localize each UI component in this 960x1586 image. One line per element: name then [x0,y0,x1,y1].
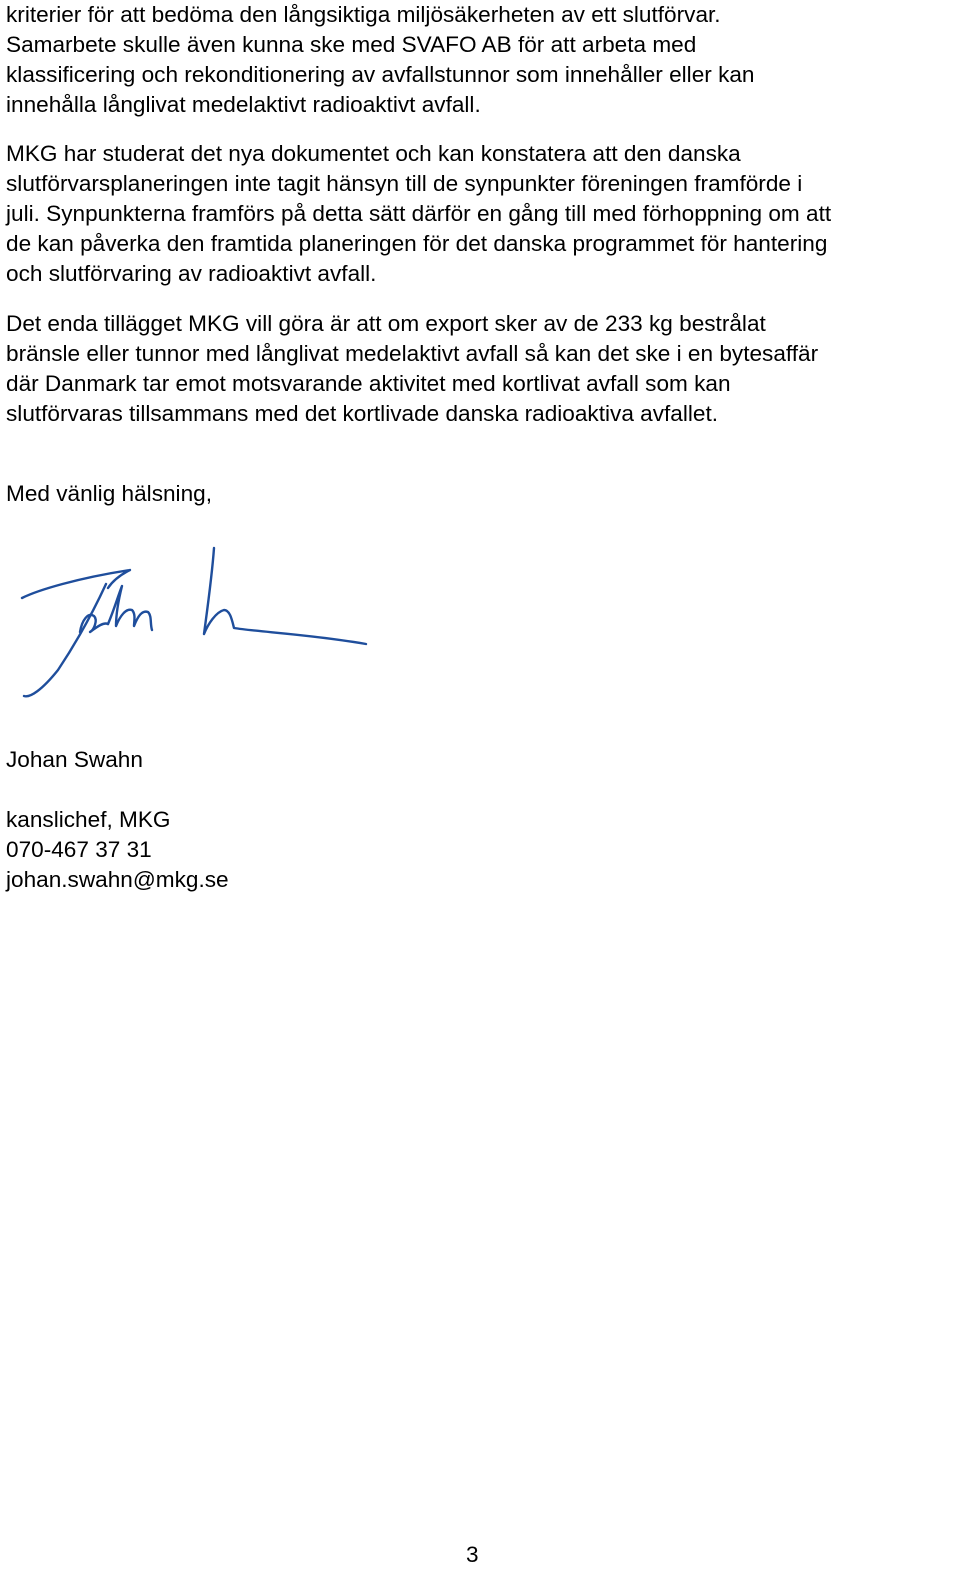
handwritten-signature [18,540,378,710]
signature-stroke [22,570,130,598]
page-number: 3 [466,1542,479,1567]
signature-stroke [108,586,152,630]
signer-details: kanslichef, MKG 070-467 37 31 johan.swahn@mkg.se [6,807,229,892]
signature-stroke [24,584,106,696]
body-paragraph-3: Det enda tillägget MKG vill göra är att om export sker av de 233 kg bestrålat bränsle eller tunnor med långlivat medelaktivt avfall så kan det ske i en bytesaffär där Danmark tar emot motsvarande aktivitet med kortlivat avfall som kan slutförvaras tillsammans med det kortlivade danska radioaktiva avfallet. [6,311,819,426]
closing-salutation: Med vänlig hälsning, [6,481,212,506]
body-paragraph-1: kriterier för att bedöma den långsiktiga miljösäkerheten av ett slutförvar. Samarbete skulle även kunna ske med SVAFO AB för att arbeta med klassificering och rekonditionering av avfallstunnor som innehåller eller kan innehålla långlivat medelaktivt radioaktivt avfall. [6,2,755,117]
signature-strokes [22,548,366,696]
body-paragraph-2: MKG har studerat det nya dokumentet och kan konstatera att den danska slutförvarsplaneringen inte tagit hänsyn till de synpunkter föreningen framförde i juli. Synpunkterna framförs på detta sätt därför en gång till med förhoppning om att de kan påverka den framtida planeringen för det danska programmet för hantering och slutförvaring av radioaktivt avfall. [6,141,832,286]
signer-name: Johan Swahn [6,747,143,772]
signature-stroke [204,548,366,644]
